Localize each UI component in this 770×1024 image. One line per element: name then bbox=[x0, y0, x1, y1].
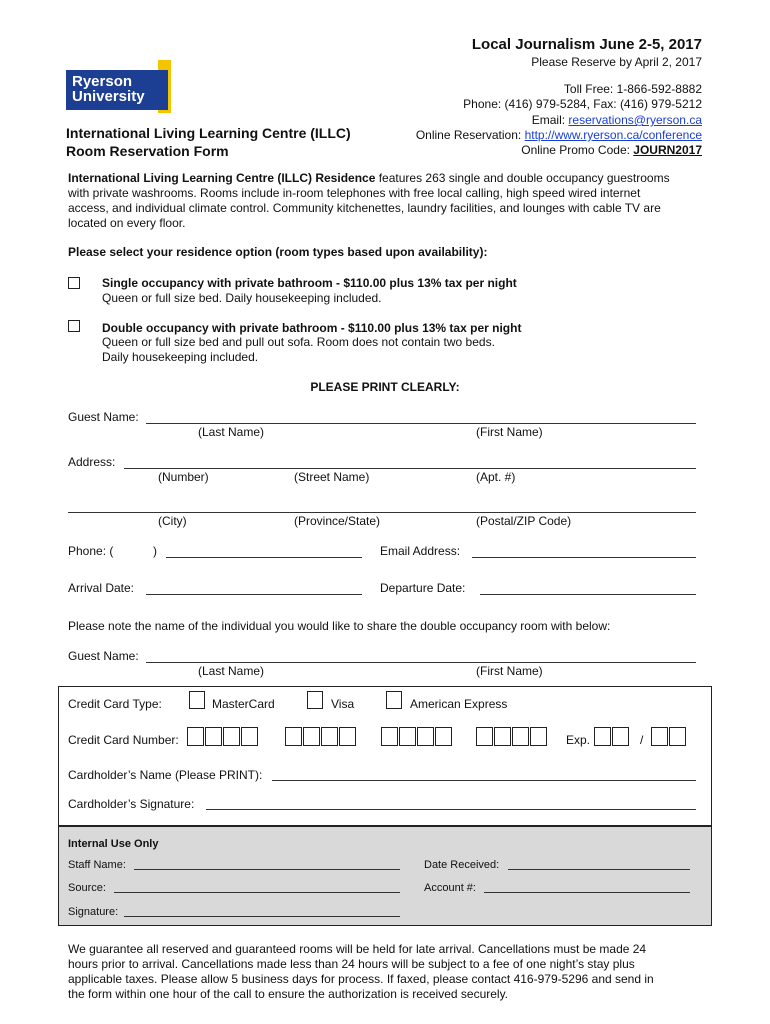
phone-fax: Phone: (416) 979-5284, Fax: (416) 979-5212 bbox=[463, 97, 702, 111]
guest-name-field[interactable] bbox=[146, 423, 696, 424]
city-line-field[interactable] bbox=[68, 512, 696, 513]
roommate-name-label: Guest Name: bbox=[68, 649, 139, 663]
card-number-group-4 bbox=[476, 727, 548, 746]
card-digit-box[interactable] bbox=[187, 727, 204, 746]
cardholder-signature-label: Cardholder’s Signature: bbox=[68, 797, 195, 811]
email-line bbox=[532, 113, 702, 128]
internal-use-title: Internal Use Only bbox=[68, 838, 159, 850]
card-digit-box[interactable] bbox=[494, 727, 511, 746]
intro-paragraph: International Living Learning Centre (ILLC) Residence features 263 single and double occupancy guestrooms with private washrooms. Rooms include in-room telephones with free local calling, high speed wired internet access, and individual climate control. Community kitchenettes, laundry facilities, and lounges with cable TV are located on every floor. bbox=[68, 171, 670, 230]
card-digit-box[interactable] bbox=[476, 727, 493, 746]
street-caption: (Street Name) bbox=[294, 470, 370, 484]
guest-name-label: Guest Name: bbox=[68, 410, 139, 424]
reserve-by: Please Reserve by April 2, 2017 bbox=[531, 55, 702, 69]
double-occupancy-title: Double occupancy with private bathroom - $110.00 plus 13% tax per night bbox=[102, 321, 522, 335]
address-field[interactable] bbox=[124, 468, 696, 469]
apt-caption: (Apt. #) bbox=[476, 470, 516, 484]
card-number-group-3 bbox=[381, 727, 453, 746]
promo-code: JOURN2017 bbox=[633, 143, 702, 157]
exp-year-group bbox=[651, 727, 687, 746]
double-occupancy-checkbox[interactable] bbox=[68, 320, 80, 332]
card-digit-box[interactable] bbox=[530, 727, 547, 746]
form-title: International Living Learning Centre (ILLC) Room Reservation Form bbox=[66, 125, 351, 159]
cardholder-name-field[interactable] bbox=[272, 780, 696, 781]
card-digit-box[interactable] bbox=[399, 727, 416, 746]
email-label: Email: bbox=[531, 113, 569, 127]
options-heading: Please select your residence option (room types based upon availability): bbox=[68, 245, 488, 259]
online-reservation-line bbox=[416, 128, 702, 143]
guarantee-paragraph: We guarantee all reserved and guaranteed rooms will be held for late arrival. Cancellations must be made 24 hours prior to arrival. Cancellations made less than 24 hours will be subject to a fee of one night’s stay plus applicable taxes. Please allow 5 business days for process. If faxed, please contact 416-979-5296 and send in the form within one hour of the call to ensure the authorization is received securely. bbox=[68, 942, 654, 1001]
promo-line bbox=[521, 143, 702, 158]
roommate-first-name-caption: (First Name) bbox=[476, 664, 543, 678]
card-digit-box[interactable] bbox=[435, 727, 452, 746]
card-number-label: Credit Card Number: bbox=[68, 733, 179, 747]
account-field[interactable] bbox=[484, 892, 690, 893]
postal-caption: (Postal/ZIP Code) bbox=[476, 514, 572, 528]
amex-checkbox[interactable] bbox=[386, 691, 402, 709]
exp-digit-box[interactable] bbox=[669, 727, 686, 746]
card-digit-box[interactable] bbox=[205, 727, 222, 746]
card-number-group-2 bbox=[285, 727, 357, 746]
exp-month-group bbox=[594, 727, 630, 746]
arrival-date-field[interactable] bbox=[146, 594, 362, 595]
source-label: Source: bbox=[68, 882, 106, 894]
card-digit-box[interactable] bbox=[241, 727, 258, 746]
departure-date-label: Departure Date: bbox=[380, 581, 466, 595]
city-caption: (City) bbox=[158, 514, 187, 528]
card-type-label: Credit Card Type: bbox=[68, 697, 162, 711]
date-received-field[interactable] bbox=[508, 869, 690, 870]
double-occupancy-desc-2: Daily housekeeping included. bbox=[102, 350, 259, 364]
email-address-field[interactable] bbox=[472, 557, 696, 558]
single-occupancy-checkbox[interactable] bbox=[68, 277, 80, 289]
single-occupancy-desc: Queen or full size bed. Daily housekeeping included. bbox=[102, 291, 382, 305]
number-caption: (Number) bbox=[158, 470, 209, 484]
exp-digit-box[interactable] bbox=[594, 727, 611, 746]
cardholder-signature-field[interactable] bbox=[206, 809, 696, 810]
share-note: Please note the name of the individual you would like to share the double occupancy room with below: bbox=[68, 619, 611, 633]
exp-digit-box[interactable] bbox=[612, 727, 629, 746]
cardholder-name-label: Cardholder’s Name (Please PRINT): bbox=[68, 768, 263, 782]
card-digit-box[interactable] bbox=[303, 727, 320, 746]
source-field[interactable] bbox=[114, 892, 400, 893]
staff-name-label: Staff Name: bbox=[68, 859, 126, 871]
phone-close-paren: ) bbox=[153, 544, 157, 558]
roommate-last-name-caption: (Last Name) bbox=[198, 664, 265, 678]
exp-digit-box[interactable] bbox=[651, 727, 668, 746]
online-reservation-link[interactable]: http://www.ryerson.ca/conference bbox=[524, 128, 702, 142]
arrival-date-label: Arrival Date: bbox=[68, 581, 135, 595]
departure-date-field[interactable] bbox=[480, 594, 696, 595]
internal-signature-label: Signature: bbox=[68, 906, 119, 918]
card-digit-box[interactable] bbox=[339, 727, 356, 746]
card-digit-box[interactable] bbox=[321, 727, 338, 746]
mastercard-label: MasterCard bbox=[212, 697, 275, 711]
amex-label: American Express bbox=[410, 697, 508, 711]
mastercard-checkbox[interactable] bbox=[189, 691, 205, 709]
card-digit-box[interactable] bbox=[381, 727, 398, 746]
event-title: Local Journalism June 2-5, 2017 bbox=[471, 36, 702, 53]
double-occupancy-desc-1: Queen or full size bed and pull out sofa. Room does not contain two beds. bbox=[102, 335, 495, 349]
province-caption: (Province/State) bbox=[294, 514, 381, 528]
phone-field[interactable] bbox=[166, 557, 362, 558]
internal-signature-field[interactable] bbox=[124, 916, 400, 917]
ryerson-logo: Ryerson University bbox=[66, 70, 168, 110]
email-link[interactable]: reservations@ryerson.ca bbox=[568, 113, 702, 127]
account-label: Account #: bbox=[424, 882, 476, 894]
card-digit-box[interactable] bbox=[512, 727, 529, 746]
exp-label: Exp. bbox=[566, 733, 591, 747]
phone-label: Phone: ( bbox=[68, 544, 114, 558]
card-digit-box[interactable] bbox=[417, 727, 434, 746]
promo-label: Online Promo Code: bbox=[521, 143, 634, 157]
single-occupancy-title: Single occupancy with private bathroom - $110.00 plus 13% tax per night bbox=[102, 276, 517, 290]
email-address-label: Email Address: bbox=[380, 544, 461, 558]
card-digit-box[interactable] bbox=[285, 727, 302, 746]
visa-checkbox[interactable] bbox=[307, 691, 323, 709]
visa-label: Visa bbox=[331, 697, 355, 711]
exp-slash: / bbox=[640, 733, 644, 747]
date-received-label: Date Received: bbox=[424, 859, 500, 871]
address-label: Address: bbox=[68, 455, 116, 469]
card-number-group-1 bbox=[187, 727, 259, 746]
roommate-name-field[interactable] bbox=[146, 662, 696, 663]
toll-free: Toll Free: 1-866-592-8882 bbox=[563, 82, 702, 96]
first-name-caption: (First Name) bbox=[476, 425, 543, 439]
last-name-caption: (Last Name) bbox=[198, 425, 265, 439]
staff-name-field[interactable] bbox=[134, 869, 400, 870]
print-clearly-heading: PLEASE PRINT CLEARLY: bbox=[310, 380, 460, 394]
card-digit-box[interactable] bbox=[223, 727, 240, 746]
online-label: Online Reservation: bbox=[415, 128, 525, 142]
